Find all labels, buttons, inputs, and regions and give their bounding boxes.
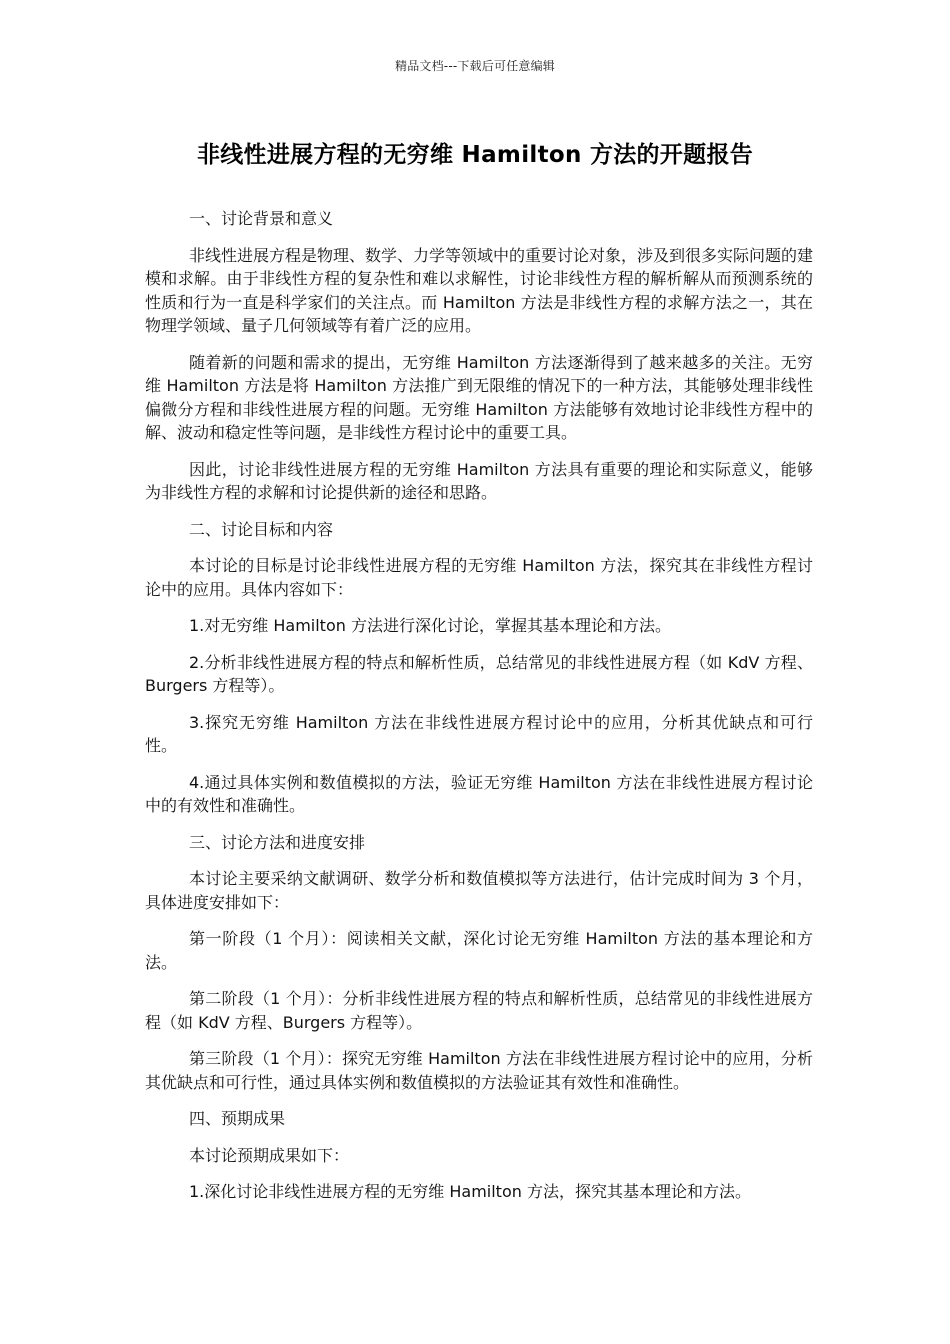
- schedule-item: 第一阶段（1 个月）：阅读相关文献，深化讨论无穷维 Hamilton 方法的基本理论和方法。: [145, 929, 813, 972]
- list-item: 2.分析非线性进展方程的特点和解析性质，总结常见的非线性进展方程（如 KdV 方程、Burgers 方程等）。: [145, 652, 813, 695]
- schedule-item: 第三阶段（1 个月）：探究无穷维 Hamilton 方法在非线性进展方程讨论中的应用，分析其优缺点和可行性，通过具体实例和数值模拟的方法验证其有效性和准确性。: [145, 1049, 813, 1092]
- paragraph: 因此，讨论非线性进展方程的无穷维 Hamilton 方法具有重要的理论和实际意义，能够为非线性方程的求解和讨论提供新的途径和思路。: [145, 459, 813, 502]
- schedule-item: 第二阶段（1 个月）：分析非线性进展方程的特点和解析性质，总结常见的非线性进展方程（如 KdV 方程、Burgers 方程等）。: [145, 989, 813, 1032]
- section-heading-methods: 三、讨论方法和进度安排: [189, 832, 366, 852]
- document-body: [145, 207, 813, 1217]
- paragraph: 非线性进展方程是物理、数学、力学等领域中的重要讨论对象，涉及到很多实际问题的建模和求解。由于非线性方程的复杂性和难以求解性，讨论非线性方程的解析解从而预测系统的性质和行为一直是科学家们的关注点。而 Hamilton 方法是非线性方程的求解方法之一，其在物理学领域、量子几何领域等有着广泛的应用。: [145, 245, 814, 335]
- list-item: 4.通过具体实例和数值模拟的方法，验证无穷维 Hamilton 方法在非线性进展方程讨论中的有效性和准确性。: [145, 772, 813, 815]
- header-note: 精品文档---下载后可任意编辑: [395, 59, 555, 73]
- paragraph: 随着新的问题和需求的提出，无穷维 Hamilton 方法逐渐得到了越来越多的关注。无穷维 Hamilton 方法是将 Hamilton 方法推广到无限维的情况下的一种方法，其能够处理非线性偏微分方程和非线性进展方程的问题。无穷维 Hamilton 方法能够有效地讨论非线性方程中的解、波动和稳定性等问题，是非线性方程讨论中的重要工具。: [145, 352, 813, 442]
- paragraph: 本讨论的目标是讨论非线性进展方程的无穷维 Hamilton 方法，探究其在非线性方程讨论中的应用。具体内容如下：: [145, 556, 813, 599]
- document-title: 非线性进展方程的无穷维 Hamilton 方法的开题报告: [196, 142, 754, 168]
- section-heading-background: 一、讨论背景和意义: [189, 209, 334, 228]
- paragraph: 本讨论预期成果如下：: [189, 1145, 350, 1165]
- paragraph: 本讨论主要采纳文献调研、数学分析和数值模拟等方法进行，估计完成时间为 3 个月，具体进度安排如下：: [145, 869, 813, 912]
- list-item: 3.探究无穷维 Hamilton 方法在非线性进展方程讨论中的应用，分析其优缺点和可行性。: [145, 712, 813, 755]
- section-heading-goals: 二、讨论目标和内容: [189, 519, 334, 539]
- section-heading-outcomes: 四、预期成果: [189, 1109, 286, 1128]
- list-item: 1.深化讨论非线性进展方程的无穷维 Hamilton 方法，探究其基本理论和方法。: [189, 1182, 751, 1201]
- list-item: 1.对无穷维 Hamilton 方法进行深化讨论，掌握其基本理论和方法。: [189, 616, 671, 635]
